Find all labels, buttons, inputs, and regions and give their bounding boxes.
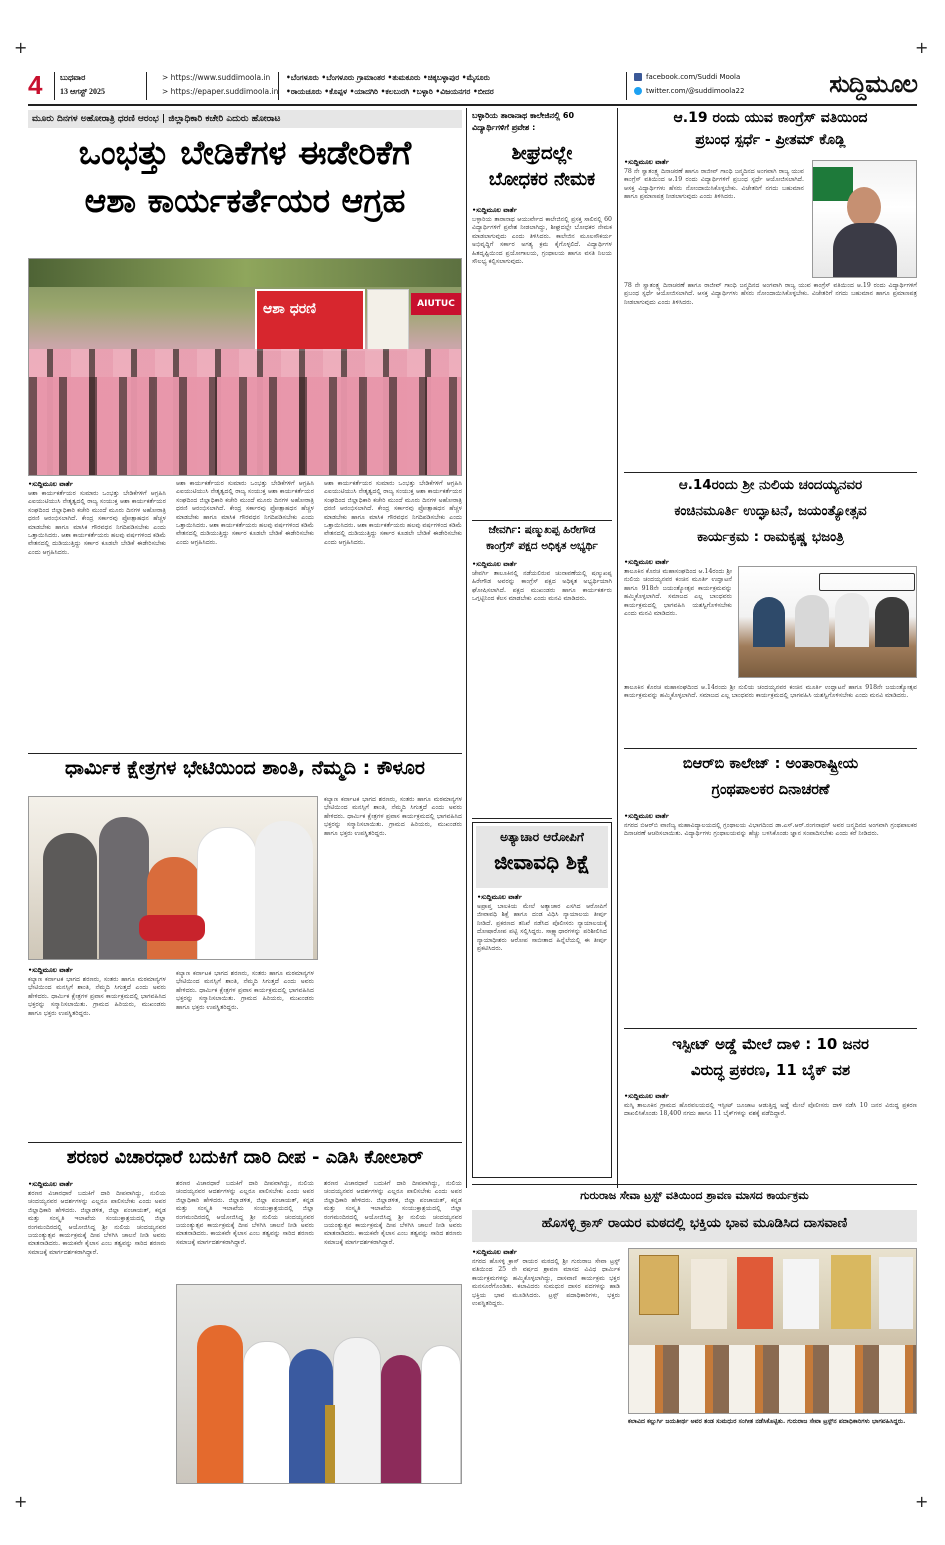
story-dasavani [472,1188,917,1490]
protest-photo [28,258,462,476]
speaker-photo [812,160,917,278]
story-sharana [28,1146,462,1490]
website-link[interactable]: > https://www.suddimoola.in [162,73,271,82]
story-body: ಶರಣರ ವಿಚಾರಧಾರೆ ಬದುಕಿಗೆ ದಾರಿ ದೀಪವಾಗಿದ್ದು, ನುಲಿಯ ಚಂದಯ್ಯನವರ ಆದರ್ಶಗಳನ್ನು ಎಲ್ಲರೂ ಪಾಲಿಸಬೇಕು ಎಂದು ಅಪರ ಜಿಲ್ಲಾಧಿಕಾರಿ ಹೇಳಿದರು. ಜಿಲ್ಲಾಡಳಿತ, ಜಿಲ್ಲಾ ಪಂಚಾಯತ್, ಕನ್ನಡ ಮತ್ತು ಸಂಸ್ಕೃತಿ ಇಲಾಖೆಯ ಸಂಯುಕ್ತಾಶ್ರಯದಲ್ಲಿ ಜಿಲ್ಲಾ ರಂಗಮಂದಿರದಲ್ಲಿ ಆಯೋಜಿಸಿದ್ದ ಶ್ರೀ ನುಲಿಯ ಚಂದಯ್ಯನವರ ಜಯಂತ್ಯುತ್ಸವ ಕಾರ್ಯಕ್ರಮಕ್ಕೆ ದೀಪ ಬೆಳಗಿಸಿ ಚಾಲನೆ ನೀಡಿ ಅವರು ಮಾತನಾಡಿದರು. ಕಾಯಕವೇ ಕೈಲಾಸ ಎಂಬ ತತ್ವವನ್ನು ಸಾರಿದ ಶರಣರು ಸಮಾಜಕ್ಕೆ ಮಾರ್ಗದರ್ಶಕರಾಗಿದ್ದಾರೆ. [28,1190,166,1256]
byline: •ಸುದ್ದಿಮೂಲ ವಾರ್ತೆ [28,480,73,488]
story-headline: ಇಸ್ಪೀಟ್ ಅಡ್ಡೆ ಮೇಲೆ ದಾಳಿ : 10 ಜನರ [672,1035,869,1053]
epaper-link[interactable]: > https://epaper.suddimoola.in [162,87,279,96]
byline: •ಸುದ್ದಿಮೂಲ ವಾರ್ತೆ [472,206,517,214]
story-body: ಆಶಾ ಕಾರ್ಯಕರ್ತೆಯರ ಸುಮಾರು ಒಂಭತ್ತು ಬೇಡಿಕೆಗಳಿಗೆ ಆಗ್ರಹಿಸಿ ಎಐಯುಟಿಯುಸಿ ನೇತೃತ್ವದಲ್ಲಿ ರಾಜ್ಯ ಸಂಯುಕ್ತ ಆಶಾ ಕಾರ್ಯಕರ್ತೆಯರ ಸಂಘದಿಂದ ಜಿಲ್ಲಾಧಿಕಾರಿ ಕಚೇರಿ ಮುಂದೆ ಮೂರು ದಿನಗಳ ಅಹೋರಾತ್ರಿ ಧರಣಿ ಆರಂಭಿಸಲಾಗಿದೆ. ಕೇಂದ್ರ ಸರ್ಕಾರವು ಪ್ರೋತ್ಸಾಹಧನ ಹೆಚ್ಚಳ ಮಾಡಬೇಕು ಹಾಗೂ ಮಾಸಿಕ ಗೌರವಧನ ನಿಗದಿಪಡಿಸಬೇಕು ಎಂದು ಒತ್ತಾಯಿಸಿದರು. ಆಶಾ ಕಾರ್ಯಕರ್ತೆಯರು ಹಲವು ವರ್ಷಗಳಿಂದ ಕಡಿಮೆ ವೇತನದಲ್ಲಿ ದುಡಿಯುತ್ತಿದ್ದು ಸರ್ಕಾರ ಕೂಡಲೇ ಬೇಡಿಕೆ ಈಡೇರಿಸಬೇಕು ಎಂದು ಆಗ್ರಹಿಸಿದರು. [176,480,314,546]
crop-mark-icon: + [14,1492,28,1511]
story-headline: ಆಶಾ ಕಾರ್ಯಕರ್ತೆಯರ ಆಗ್ರಹ [84,181,406,220]
story-jevargi [472,524,612,814]
story-headline: ಕಾರ್ಯಕ್ರಮ : ರಾಮಕೃಷ್ಣ ಭಜಂತ್ರಿ [697,529,844,545]
byline: •ಸುದ್ದಿಮೂಲ ವಾರ್ತೆ [624,812,669,820]
dasavani-photo [628,1248,917,1414]
story-headline: ಕಾಂಗ್ರೆಸ್ ಪಕ್ಷದ ಅಧಿಕೃತ ಅಭ್ಯರ್ಥಿ [486,540,598,552]
story-headline: ಅತ್ಯಾಚಾರ ಆರೋಪಿಗೆ [500,830,584,844]
masthead [28,70,917,104]
story-asha [28,110,462,750]
story-body: ಶರಣರ ವಿಚಾರಧಾರೆ ಬದುಕಿಗೆ ದಾರಿ ದೀಪವಾಗಿದ್ದು, ನುಲಿಯ ಚಂದಯ್ಯನವರ ಆದರ್ಶಗಳನ್ನು ಎಲ್ಲರೂ ಪಾಲಿಸಬೇಕು ಎಂದು ಅಪರ ಜಿಲ್ಲಾಧಿಕಾರಿ ಹೇಳಿದರು. ಜಿಲ್ಲಾಡಳಿತ, ಜಿಲ್ಲಾ ಪಂಚಾಯತ್, ಕನ್ನಡ ಮತ್ತು ಸಂಸ್ಕೃತಿ ಇಲಾಖೆಯ ಸಂಯುಕ್ತಾಶ್ರಯದಲ್ಲಿ ಜಿಲ್ಲಾ ರಂಗಮಂದಿರದಲ್ಲಿ ಆಯೋಜಿಸಿದ್ದ ಶ್ರೀ ನುಲಿಯ ಚಂದಯ್ಯನವರ ಜಯಂತ್ಯುತ್ಸವ ಕಾರ್ಯಕ್ರಮಕ್ಕೆ ದೀಪ ಬೆಳಗಿಸಿ ಚಾಲನೆ ನೀಡಿ ಅವರು ಮಾತನಾಡಿದರು. ಕಾಯಕವೇ ಕೈಲಾಸ ಎಂಬ ತತ್ವವನ್ನು ಸಾರಿದ ಶರಣರು ಸಮಾಜಕ್ಕೆ ಮಾರ್ಗದರ್ಶಕರಾಗಿದ್ದಾರೆ. [176,1180,314,1246]
twitter-link[interactable]: twitter.com/@suddimoola22 [646,87,745,95]
story-gambling-raid [624,1034,917,1182]
story-headline: ಗ್ರಂಥಪಾಲಕರ ದಿನಾಚರಣೆ [711,782,830,798]
story-body: ನಗರದ ಹೊಸಳ್ಳಿ ಕ್ರಾಸ್ ರಾಯರ ಮಠದಲ್ಲಿ ಶ್ರೀ ಗುರುರಾಜ ಸೇವಾ ಟ್ರಸ್ಟ್ ವತಿಯಿಂದ 25 ನೇ ವರ್ಷದ ಶ್ರಾವಣ ಮಾಸದ ವಿವಿಧ ಧಾರ್ಮಿಕ ಕಾರ್ಯಕ್ರಮಗಳನ್ನು ಹಮ್ಮಿಕೊಳ್ಳಲಾಗಿದ್ದು, ದಾಸವಾಣಿ ಕಾರ್ಯಕ್ರಮ ಭಕ್ತರ ಮನಸೂರೆಗೊಂಡಿತು. ಕಲಾವಿದರು ಸುಮಧುರ ದಾಸರ ಪದಗಳನ್ನು ಹಾಡಿ ಭಕ್ತಿಯ ಭಾವ ಮೂಡಿಸಿದರು. ಟ್ರಸ್ಟ್ ಪದಾಧಿಕಾರಿಗಳು, ಭಕ್ತರು ಉಪಸ್ಥಿತರಿದ್ದರು. [472,1258,620,1308]
story-headline: ಒಂಭತ್ತು ಬೇಡಿಕೆಗಳ ಈಡೇರಿಕೆಗೆ [78,133,412,172]
districts-row-2: •ರಾಯಚೂರು •ಕೊಪ್ಪಳ •ಯಾದಗಿರಿ •ಕಲಬುರಗಿ •ಬಳ್ಳಾರಿ •ವಿಜಯನಗರ •ಬೀದರ [286,87,494,96]
story-headline: ಕಂಚಿನಮೂರ್ತಿ ಉದ್ಘಾಟನೆ, ಜಯಂತ್ಯೋತ್ಸವ [674,503,867,519]
story-headline: ಆ.14ರಂದು ಶ್ರೀ ನುಲಿಯ ಚಂದಯ್ಯನವರ [678,477,863,493]
story-body: ಕಲ್ಯಾಣ ಕರ್ನಾಟಕ ಭಾಗದ ಶರಣರು, ಸಂತರು ಹಾಗೂ ಮಠಮಾನ್ಯಗಳ ಭೇಟಿಯಿಂದ ಮನಸ್ಸಿಗೆ ಶಾಂತಿ, ನೆಮ್ಮದಿ ಸಿಗುತ್ತದೆ ಎಂದು ಅವರು ಹೇಳಿದರು. ಧಾರ್ಮಿಕ ಕ್ಷೇತ್ರಗಳ ಪ್ರವಾಸ ಕಾರ್ಯಕ್ರಮದಲ್ಲಿ ಭಾಗವಹಿಸಿದ ಭಕ್ತರನ್ನು ಸನ್ಮಾನಿಸಲಾಯಿತು. ಗ್ರಾಮದ ಹಿರಿಯರು, ಮುಖಂಡರು ಹಾಗೂ ಭಕ್ತರು ಉಪಸ್ಥಿತರಿದ್ದರು. [324,796,462,837]
story-rape-verdict [472,822,612,1178]
story-headline: ವಿರುದ್ಧ ಪ್ರಕರಣ, 11 ಬೈಕ್ ವಶ [690,1061,851,1079]
story-body: ಜೇವರ್ಗಿ ತಾಲೂಕಿನಲ್ಲಿ ನಡೆಯಲಿರುವ ಚುನಾವಣೆಯಲ್ಲಿ ಷಣ್ಮುಖಪ್ಪ ಹಿರೇಗೌಡ ಅವರನ್ನು ಕಾಂಗ್ರೆಸ್ ಪಕ್ಷದ ಅಧಿಕೃತ ಅಭ್ಯರ್ಥಿಯಾಗಿ ಘೋಷಿಸಲಾಗಿದೆ. ಪಕ್ಷದ ಮುಖಂಡರು ಹಾಗೂ ಕಾರ್ಯಕರ್ತರು ಒಗ್ಗಟ್ಟಿನಿಂದ ಕೆಲಸ ಮಾಡಬೇಕು ಎಂದು ಮನವಿ ಮಾಡಿದರು. [472,570,612,603]
story-headline: ಶೀಘ್ರದಲ್ಲೇ [511,143,573,164]
story-headline: ಜೇವರ್ಗಿ: ಷಣ್ಮುಖಪ್ಪ ಹಿರೇಗೌಡ [488,524,596,536]
story-body: ಕಲ್ಯಾಣ ಕರ್ನಾಟಕ ಭಾಗದ ಶರಣರು, ಸಂತರು ಹಾಗೂ ಮಠಮಾನ್ಯಗಳ ಭೇಟಿಯಿಂದ ಮನಸ್ಸಿಗೆ ಶಾಂತಿ, ನೆಮ್ಮದಿ ಸಿಗುತ್ತದೆ ಎಂದು ಅವರು ಹೇಳಿದರು. ಧಾರ್ಮಿಕ ಕ್ಷೇತ್ರಗಳ ಪ್ರವಾಸ ಕಾರ್ಯಕ್ರಮದಲ್ಲಿ ಭಾಗವಹಿಸಿದ ಭಕ್ತರನ್ನು ಸನ್ಮಾನಿಸಲಾಯಿತು. ಗ್ರಾಮದ ಹಿರಿಯರು, ಮುಖಂಡರು ಹಾಗೂ ಭಕ್ತರು ಉಪಸ್ಥಿತರಿದ್ದರು. [176,970,314,1011]
story-body: ಶರಣರ ವಿಚಾರಧಾರೆ ಬದುಕಿಗೆ ದಾರಿ ದೀಪವಾಗಿದ್ದು, ನುಲಿಯ ಚಂದಯ್ಯನವರ ಆದರ್ಶಗಳನ್ನು ಎಲ್ಲರೂ ಪಾಲಿಸಬೇಕು ಎಂದು ಅಪರ ಜಿಲ್ಲಾಧಿಕಾರಿ ಹೇಳಿದರು. ಜಿಲ್ಲಾಡಳಿತ, ಜಿಲ್ಲಾ ಪಂಚಾಯತ್, ಕನ್ನಡ ಮತ್ತು ಸಂಸ್ಕೃತಿ ಇಲಾಖೆಯ ಸಂಯುಕ್ತಾಶ್ರಯದಲ್ಲಿ ಜಿಲ್ಲಾ ರಂಗಮಂದಿರದಲ್ಲಿ ಆಯೋಜಿಸಿದ್ದ ಶ್ರೀ ನುಲಿಯ ಚಂದಯ್ಯನವರ ಜಯಂತ್ಯುತ್ಸವ ಕಾರ್ಯಕ್ರಮಕ್ಕೆ ದೀಪ ಬೆಳಗಿಸಿ ಚಾಲನೆ ನೀಡಿ ಅವರು ಮಾತನಾಡಿದರು. ಕಾಯಕವೇ ಕೈಲಾಸ ಎಂಬ ತತ್ವವನ್ನು ಸಾರಿದ ಶರಣರು ಸಮಾಜಕ್ಕೆ ಮಾರ್ಗದರ್ಶಕರಾಗಿದ್ದಾರೆ. [324,1180,462,1246]
story-brb-college [624,754,917,1024]
story-headline: ಆ.19 ರಂದು ಯುವ ಕಾಂಗ್ರೆಸ್ ವತಿಯಿಂದ [673,110,868,126]
byline: •ಸುದ್ದಿಮೂಲ ವಾರ್ತೆ [477,893,522,901]
lamp-lighting-photo [176,1284,462,1484]
story-headline: ಜೀವಾವಧಿ ಶಿಕ್ಷೆ [494,850,590,874]
byline: •ಸುದ್ದಿಮೂಲ ವಾರ್ತೆ [28,1180,73,1188]
byline: •ಸುದ್ದಿಮೂಲ ವಾರ್ತೆ [472,560,517,568]
story-kicker: ಮೂರು ದಿನಗಳ ಅಹೋರಾತ್ರಿ ಧರಣಿ ಆರಂಭ | ಜಿಲ್ಲಾಧಿಕಾರಿ ಕಚೇರಿ ಎದುರು ಹೋರಾಟ [28,110,462,128]
story-headline: ಪ್ರಬಂಧ ಸ್ಪರ್ಧೆ - ಪ್ರೀತಮ್ ಕೊಡ್ಲಿ [695,132,846,148]
press-meet-photo [738,566,917,678]
districts-row-1: •ಬೆಂಗಳೂರು •ಬೆಂಗಳೂರು ಗ್ರಾಮಾಂತರ •ತುಮಕೂರು •ಚಿಕ್ಕಬಳ್ಳಾಪುರ •ಮೈಸೂರು [286,73,490,82]
story-body: ಆಶಾ ಕಾರ್ಯಕರ್ತೆಯರ ಸುಮಾರು ಒಂಭತ್ತು ಬೇಡಿಕೆಗಳಿಗೆ ಆಗ್ರಹಿಸಿ ಎಐಯುಟಿಯುಸಿ ನೇತೃತ್ವದಲ್ಲಿ ರಾಜ್ಯ ಸಂಯುಕ್ತ ಆಶಾ ಕಾರ್ಯಕರ್ತೆಯರ ಸಂಘದಿಂದ ಜಿಲ್ಲಾಧಿಕಾರಿ ಕಚೇರಿ ಮುಂದೆ ಮೂರು ದಿನಗಳ ಅಹೋರಾತ್ರಿ ಧರಣಿ ಆರಂಭಿಸಲಾಗಿದೆ. ಕೇಂದ್ರ ಸರ್ಕಾರವು ಪ್ರೋತ್ಸಾಹಧನ ಹೆಚ್ಚಳ ಮಾಡಬೇಕು ಹಾಗೂ ಮಾಸಿಕ ಗೌರವಧನ ನಿಗದಿಪಡಿಸಬೇಕು ಎಂದು ಒತ್ತಾಯಿಸಿದರು. ಆಶಾ ಕಾರ್ಯಕರ್ತೆಯರು ಹಲವು ವರ್ಷಗಳಿಂದ ಕಡಿಮೆ ವೇತನದಲ್ಲಿ ದುಡಿಯುತ್ತಿದ್ದು ಸರ್ಕಾರ ಕೂಡಲೇ ಬೇಡಿಕೆ ಈಡೇರಿಸಬೇಕು ಎಂದು ಆಗ್ರಹಿಸಿದರು. [28,490,166,556]
story-headline: ಬೋಧಕರ ನೇಮಕ [488,169,596,190]
date: 13 ಆಗಸ್ಟ್ 2025 [60,87,106,96]
photo-caption: ಕಲಾವಿದ ಕಲ್ಲುರ್ಗಿ ಜಯತೀರ್ಥ ಅವರ ತಂಡ ಸುಮಧುರ ಸಂಗೀತ ನಡೆಸಿಕೊಟ್ಟಿತು. ಗುರುರಾಜ ಸೇವಾ ಟ್ರಸ್ಟ್‌ನ ಪದಾಧಿಕಾರಿಗಳು ಭಾಗವಹಿಸಿದ್ದರು. [628,1418,906,1425]
day: ಬುಧವಾರ [60,73,86,82]
crop-mark-icon: + [915,1492,929,1511]
byline: •ಸುದ್ದಿಮೂಲ ವಾರ್ತೆ [624,1092,669,1100]
facebook-link[interactable]: facebook.com/Suddi Moola [646,73,741,81]
crop-mark-icon: + [915,38,929,57]
story-koulur [28,756,462,1140]
page-number: 4 [28,70,43,100]
story-kicker: ಗುರುರಾಜ ಸೇವಾ ಟ್ರಸ್ಟ್ ವತಿಯಿಂದ ಶ್ರಾವಣ ಮಾಸದ ಕಾರ್ಯಕ್ರಮ [580,1189,809,1202]
story-body: ಕಲ್ಯಾಣ ಕರ್ನಾಟಕ ಭಾಗದ ಶರಣರು, ಸಂತರು ಹಾಗೂ ಮಠಮಾನ್ಯಗಳ ಭೇಟಿಯಿಂದ ಮನಸ್ಸಿಗೆ ಶಾಂತಿ, ನೆಮ್ಮದಿ ಸಿಗುತ್ತದೆ ಎಂದು ಅವರು ಹೇಳಿದರು. ಧಾರ್ಮಿಕ ಕ್ಷೇತ್ರಗಳ ಪ್ರವಾಸ ಕಾರ್ಯಕ್ರಮದಲ್ಲಿ ಭಾಗವಹಿಸಿದ ಭಕ್ತರನ್ನು ಸನ್ಮಾನಿಸಲಾಯಿತು. ಗ್ರಾಮದ ಹಿರಿಯರು, ಮುಖಂಡರು ಹಾಗೂ ಭಕ್ತರು ಉಪಸ್ಥಿತರಿದ್ದರು. [28,976,166,1017]
story-body: ಮಸ್ಕಿ ತಾಲೂಕಿನ ಗ್ರಾಮದ ಹೊರವಲಯದಲ್ಲಿ ಇಸ್ಪೀಟ್ ಜೂಜಾಟ ಆಡುತ್ತಿದ್ದ ಅಡ್ಡೆ ಮೇಲೆ ಪೊಲೀಸರು ದಾಳಿ ನಡೆಸಿ 10 ಜನರ ವಿರುದ್ಧ ಪ್ರಕರಣ ದಾಖಲಿಸಿಕೊಂಡು 18,400 ನಗದು ಹಾಗೂ 11 ಬೈಕ್‌ಗಳನ್ನು ವಶಕ್ಕೆ ಪಡೆದಿದ್ದಾರೆ. [624,1102,917,1118]
story-taranatha [472,110,612,510]
twitter-icon [634,87,642,95]
story-kicker: ಬಳ್ಳಾರಿಯ ತಾರಾನಾಥ ಕಾಲೇಜಿನಲ್ಲಿ 60 ವಿದ್ಯಾರ್ಥಿಗಳಿಗೆ ಪ್ರವೇಶ : [472,111,575,132]
logo: ಸುದ್ದಿಮೂಲ [829,70,917,98]
story-body: ಅಪ್ರಾಪ್ತ ಬಾಲಕಿಯ ಮೇಲೆ ಅತ್ಯಾಚಾರ ಎಸಗಿದ ಆರೋಪಿಗೆ ಜೀವಾವಧಿ ಶಿಕ್ಷೆ ಹಾಗೂ ದಂಡ ವಿಧಿಸಿ ನ್ಯಾಯಾಲಯ ತೀರ್ಪು ನೀಡಿದೆ. ಪ್ರಕರಣದ ತನಿಖೆ ನಡೆಸಿದ ಪೊಲೀಸರು ನ್ಯಾಯಾಲಯಕ್ಕೆ ದೋಷಾರೋಪ ಪಟ್ಟಿ ಸಲ್ಲಿಸಿದ್ದರು. ಸಾಕ್ಷ್ಯಾಧಾರಗಳನ್ನು ಪರಿಶೀಲಿಸಿದ ನ್ಯಾಯಾಧೀಶರು ಆರೋಪ ಸಾಬೀತಾದ ಹಿನ್ನೆಲೆಯಲ್ಲಿ ಈ ತೀರ್ಪು ಪ್ರಕಟಿಸಿದರು. [477,903,607,953]
facebook-icon [634,73,642,81]
banner-text: ಆಶಾ ಧರಣಿ [263,301,317,317]
byline: •ಸುದ್ದಿಮೂಲ ವಾರ್ತೆ [28,966,73,974]
byline: •ಸುದ್ದಿಮೂಲ ವಾರ್ತೆ [624,558,669,566]
byline: •ಸುದ್ದಿಮೂಲ ವಾರ್ತೆ [472,1248,517,1256]
story-headline: ಧಾರ್ಮಿಕ ಕ್ಷೇತ್ರಗಳ ಭೇಟಿಯಿಂದ ಶಾಂತಿ, ನೆಮ್ಮದಿ : ಕೌಳೂರ [65,757,425,779]
story-nuliya-chandayya [624,478,917,744]
union-sign: AIUTUC [411,293,461,315]
byline: •ಸುದ್ದಿಮೂಲ ವಾರ್ತೆ [624,158,669,166]
story-youth-congress [624,110,917,468]
story-body: 78 ನೇ ಸ್ವಾತಂತ್ರ್ಯ ದಿನಾಚರಣೆ ಹಾಗೂ ರಾಜೀವ್ ಗಾಂಧಿ ಜನ್ಮದಿನದ ಅಂಗವಾಗಿ ರಾಜ್ಯ ಯುವ ಕಾಂಗ್ರೆಸ್ ವತಿಯಿಂದ ಆ.19 ರಂದು ವಿದ್ಯಾರ್ಥಿಗಳಿಗೆ ಪ್ರಬಂಧ ಸ್ಪರ್ಧೆ ಆಯೋಜಿಸಲಾಗಿದೆ. ಆಸಕ್ತ ವಿದ್ಯಾರ್ಥಿಗಳು ಹೆಸರು ನೋಂದಾಯಿಸಿಕೊಳ್ಳಬೇಕು. ವಿಜೇತರಿಗೆ ನಗದು ಬಹುಮಾನ ಹಾಗೂ ಪ್ರಮಾಣಪತ್ರ ನೀಡಲಾಗುವುದು ಎಂದು ತಿಳಿಸಿದರು. [624,282,917,306]
story-body: ತಾಲೂಕಿನ ಕೊರಚ ಮಹಾಸಂಘದಿಂದ ಆ.14ರಂದು ಶ್ರೀ ನುಲಿಯ ಚಂದಯ್ಯನವರ ಕಂಚಿನ ಮೂರ್ತಿ ಉದ್ಘಾಟನೆ ಹಾಗೂ 918ನೇ ಜಯಂತ್ಯೋತ್ಸವ ಕಾರ್ಯಕ್ರಮವನ್ನು ಹಮ್ಮಿಕೊಳ್ಳಲಾಗಿದೆ. ಸಮಾಜದ ಎಲ್ಲ ಬಾಂಧವರು ಕಾರ್ಯಕ್ರಮದಲ್ಲಿ ಭಾಗವಹಿಸಿ ಯಶಸ್ವಿಗೊಳಿಸಬೇಕು ಎಂದು ಮನವಿ ಮಾಡಿದರು. [624,568,732,618]
story-body: ಆಶಾ ಕಾರ್ಯಕರ್ತೆಯರ ಸುಮಾರು ಒಂಭತ್ತು ಬೇಡಿಕೆಗಳಿಗೆ ಆಗ್ರಹಿಸಿ ಎಐಯುಟಿಯುಸಿ ನೇತೃತ್ವದಲ್ಲಿ ರಾಜ್ಯ ಸಂಯುಕ್ತ ಆಶಾ ಕಾರ್ಯಕರ್ತೆಯರ ಸಂಘದಿಂದ ಜಿಲ್ಲಾಧಿಕಾರಿ ಕಚೇರಿ ಮುಂದೆ ಮೂರು ದಿನಗಳ ಅಹೋರಾತ್ರಿ ಧರಣಿ ಆರಂಭಿಸಲಾಗಿದೆ. ಕೇಂದ್ರ ಸರ್ಕಾರವು ಪ್ರೋತ್ಸಾಹಧನ ಹೆಚ್ಚಳ ಮಾಡಬೇಕು ಹಾಗೂ ಮಾಸಿಕ ಗೌರವಧನ ನಿಗದಿಪಡಿಸಬೇಕು ಎಂದು ಒತ್ತಾಯಿಸಿದರು. ಆಶಾ ಕಾರ್ಯಕರ್ತೆಯರು ಹಲವು ವರ್ಷಗಳಿಂದ ಕಡಿಮೆ ವೇತನದಲ್ಲಿ ದುಡಿಯುತ್ತಿದ್ದು ಸರ್ಕಾರ ಕೂಡಲೇ ಬೇಡಿಕೆ ಈಡೇರಿಸಬೇಕು ಎಂದು ಆಗ್ರಹಿಸಿದರು. [324,480,462,546]
story-headline: ಹೊಸಳ್ಳಿ ಕ್ರಾಸ್ ರಾಯರ ಮಠದಲ್ಲಿ ಭಕ್ತಿಯ ಭಾವ ಮೂಡಿಸಿದ ದಾಸವಾಣಿ [541,1215,848,1231]
story-body: ಬಳ್ಳಾರಿಯ ತಾರಾನಾಥ ಆಯುರ್ವೇದ ಕಾಲೇಜಿನಲ್ಲಿ ಪ್ರಸಕ್ತ ಸಾಲಿನಲ್ಲಿ 60 ವಿದ್ಯಾರ್ಥಿಗಳಿಗೆ ಪ್ರವೇಶ ನೀಡಲಾಗಿದ್ದು, ಶೀಘ್ರದಲ್ಲೇ ಬೋಧಕರ ನೇಮಕ ಮಾಡಲಾಗುವುದು ಎಂದು ತಿಳಿಸಿದರು. ಕಾಲೇಜಿನ ಮೂಲಸೌಕರ್ಯ ಅಭಿವೃದ್ಧಿಗೆ ಸರ್ಕಾರ ಅಗತ್ಯ ಕ್ರಮ ಕೈಗೊಳ್ಳಲಿದೆ. ವಿದ್ಯಾರ್ಥಿಗಳ ಹಿತದೃಷ್ಟಿಯಿಂದ ಪ್ರಯೋಗಾಲಯ, ಗ್ರಂಥಾಲಯ ಹಾಗೂ ವಸತಿ ನಿಲಯ ಸೌಲಭ್ಯ ಕಲ್ಪಿಸಲಾಗುವುದು. [472,216,612,266]
story-headline: ಬಿಆರ್‌ಬಿ ಕಾಲೇಜ್ : ಅಂತಾರಾಷ್ಟ್ರೀಯ [682,756,859,772]
story-headline: ಶರಣರ ವಿಚಾರಧಾರೆ ಬದುಕಿಗೆ ದಾರಿ ದೀಪ - ಎಡಿಸಿ ಕೋಲಾರ್ [66,1147,424,1168]
story-body: 78 ನೇ ಸ್ವಾತಂತ್ರ್ಯ ದಿನಾಚರಣೆ ಹಾಗೂ ರಾಜೀವ್ ಗಾಂಧಿ ಜನ್ಮದಿನದ ಅಂಗವಾಗಿ ರಾಜ್ಯ ಯುವ ಕಾಂಗ್ರೆಸ್ ವತಿಯಿಂದ ಆ.19 ರಂದು ವಿದ್ಯಾರ್ಥಿಗಳಿಗೆ ಪ್ರಬಂಧ ಸ್ಪರ್ಧೆ ಆಯೋಜಿಸಲಾಗಿದೆ. ಆಸಕ್ತ ವಿದ್ಯಾರ್ಥಿಗಳು ಹೆಸರು ನೋಂದಾಯಿಸಿಕೊಳ್ಳಬೇಕು. ವಿಜೇತರಿಗೆ ನಗದು ಬಹುಮಾನ ಹಾಗೂ ಪ್ರಮಾಣಪತ್ರ ನೀಡಲಾಗುವುದು ಎಂದು ತಿಳಿಸಿದರು. [624,168,804,201]
felicitation-photo [28,796,318,960]
crop-mark-icon: + [14,38,28,57]
story-body: ತಾಲೂಕಿನ ಕೊರಚ ಮಹಾಸಂಘದಿಂದ ಆ.14ರಂದು ಶ್ರೀ ನುಲಿಯ ಚಂದಯ್ಯನವರ ಕಂಚಿನ ಮೂರ್ತಿ ಉದ್ಘಾಟನೆ ಹಾಗೂ 918ನೇ ಜಯಂತ್ಯೋತ್ಸವ ಕಾರ್ಯಕ್ರಮವನ್ನು ಹಮ್ಮಿಕೊಳ್ಳಲಾಗಿದೆ. ಸಮಾಜದ ಎಲ್ಲ ಬಾಂಧವರು ಕಾರ್ಯಕ್ರಮದಲ್ಲಿ ಭಾಗವಹಿಸಿ ಯಶಸ್ವಿಗೊಳಿಸಬೇಕು ಎಂದು ಮನವಿ ಮಾಡಿದರು. [624,684,917,700]
story-body: ನಗರದ ಬಿಆರ್‌ಬಿ ವಾಣಿಜ್ಯ ಮಹಾವಿದ್ಯಾಲಯದಲ್ಲಿ ಗ್ರಂಥಾಲಯ ವಿಭಾಗದಿಂದ ಡಾ.ಎಸ್.ಆರ್.ರಂಗನಾಥನ್ ಅವರ ಜನ್ಮದಿನದ ಅಂಗವಾಗಿ ಗ್ರಂಥಪಾಲಕರ ದಿನಾಚರಣೆ ಆಚರಿಸಲಾಯಿತು. ವಿದ್ಯಾರ್ಥಿಗಳು ಗ್ರಂಥಾಲಯವನ್ನು ಹೆಚ್ಚು ಬಳಸಿಕೊಂಡು ಜ್ಞಾನ ಸಂಪಾದಿಸಬೇಕು ಎಂದು ಕರೆ ನೀಡಿದರು. [624,822,917,838]
